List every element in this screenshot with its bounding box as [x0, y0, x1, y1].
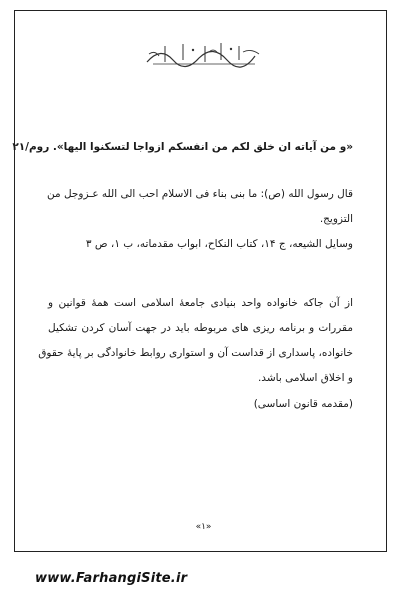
constitution-line-2: مقررات و برنامه ريزى هاى مربوطه بايد در جهت آسان كردن تشكيل: [48, 322, 353, 334]
quran-verse: «و من آياته ان خلق لكم من انفسكم ازواجا لتسكنوا اليها». روم/۲۱: [12, 141, 353, 153]
hadith-line-2: التزويج.: [319, 213, 353, 225]
page-number: «۱»: [195, 522, 212, 532]
footer-website-link[interactable]: www.FarhangiSite.ir: [35, 571, 188, 586]
constitution-source: (مقدمه قانون اساسى): [253, 398, 353, 410]
constitution-line-1: از آن جاكه خانواده واحد بنيادى جامعهٔ اسلامى است همهٔ قوانين و: [48, 297, 353, 309]
hadith-source: وسايل الشيعه، ج ۱۴، كتاب النكاح، ابواب مقدماته، ب ۱، ص ۳: [85, 238, 353, 250]
constitution-line-3: خانواده، پاسدارى از قداست آن و استوارى روابط خانوادگى بر پايهٔ حقوق: [38, 347, 353, 359]
constitution-line-4: و اخلاق اسلامى باشد.: [257, 372, 353, 384]
page-frame: [14, 10, 387, 552]
hadith-line-1: قال رسول الله (ص): ما بنى بناء فى الاسلام احب الى الله عـزوجل من: [46, 188, 353, 200]
bismillah-calligraphy: [143, 40, 265, 68]
